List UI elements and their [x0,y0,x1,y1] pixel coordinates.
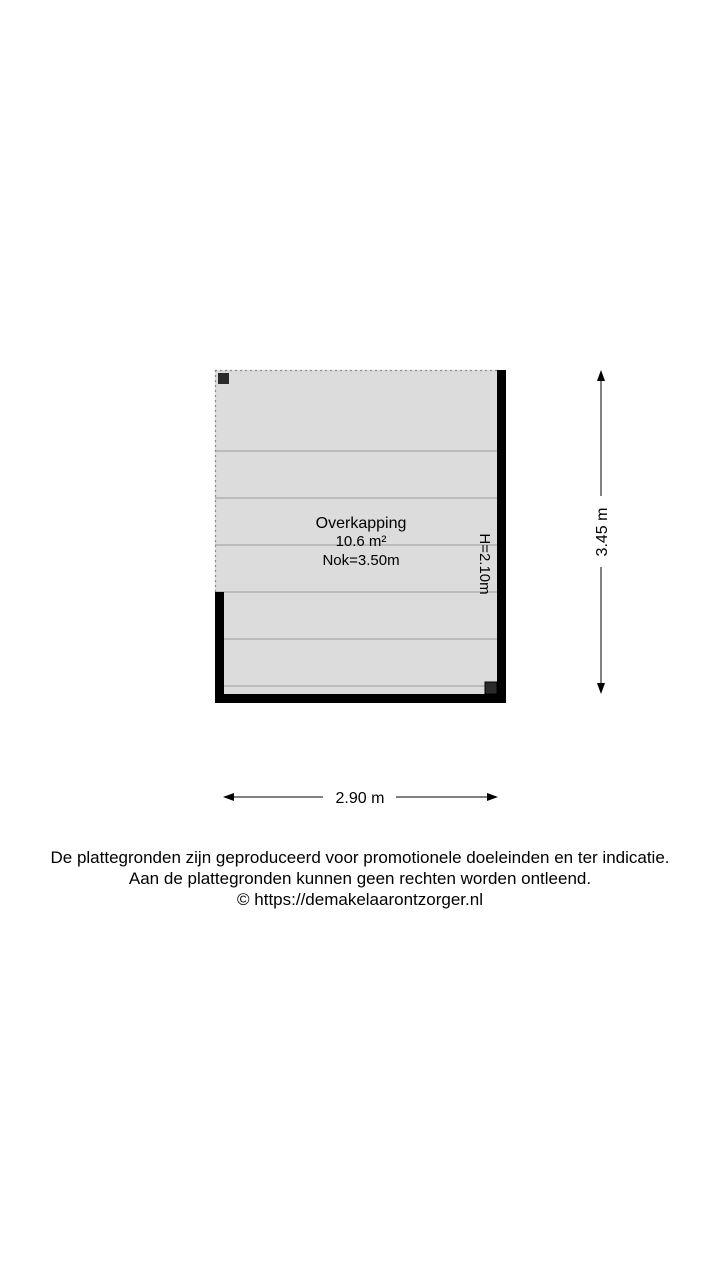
wall-left [215,592,224,703]
room-area: 10.6 m² [335,533,387,550]
ridge-height-label: Nok=3.50m [322,552,400,569]
arrow-down-icon [597,683,605,694]
arrow-right-icon [487,793,498,801]
arrow-left-icon [223,793,234,801]
wall-bottom [215,694,506,703]
arrow-up-icon [597,370,605,381]
depth-dimension-label: 3.45 m [594,507,611,557]
disclaimer-link[interactable]: © https://demakelaarontzorger.nl [237,890,483,909]
depth-dimension [594,370,611,694]
wall-height-label: H=2.10m [476,533,493,595]
column-bottom-right [485,682,497,694]
width-dimension [223,790,498,807]
disclaimer-line-2: Aan de plattegronden kunnen geen rechten worden ontleend. [128,869,592,888]
disclaimer [0,847,720,910]
room-name: Overkapping [315,515,407,532]
width-dimension-label: 2.90 m [335,790,385,807]
wall-right [497,370,506,703]
column-top-left [218,373,229,384]
disclaimer-line-1: De plattegronden zijn geproduceerd voor promotionele doeleinden en ter indicatie. [50,848,670,867]
